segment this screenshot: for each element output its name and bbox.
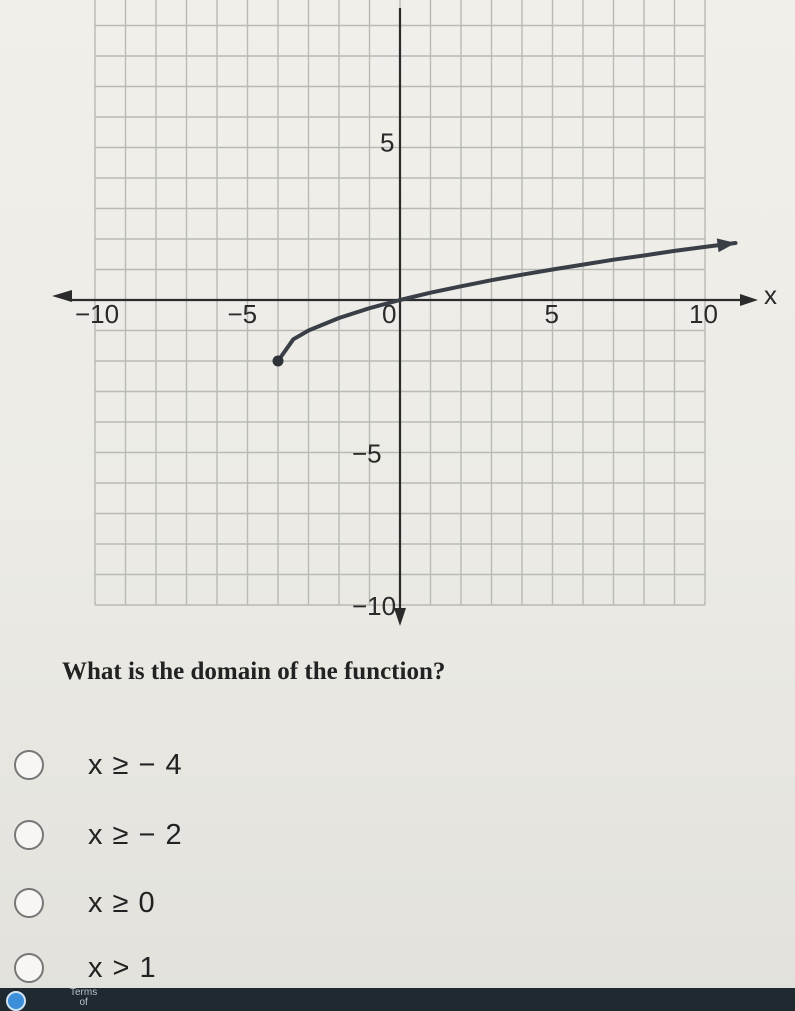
- option-label: x ≥ − 4: [88, 748, 183, 781]
- option-label: x ≥ − 2: [88, 818, 183, 851]
- option-label: x > 1: [88, 951, 157, 984]
- x-tick-label: −10: [75, 299, 120, 329]
- option-3[interactable]: [14, 883, 156, 923]
- y-tick-label: 5: [380, 127, 395, 158]
- x-axis-arrow-left: [52, 290, 72, 302]
- of-label: of: [79, 997, 88, 1008]
- curve-layer: [273, 238, 736, 366]
- question-text: What is the domain of the function?: [62, 658, 446, 685]
- radio-button[interactable]: [14, 820, 44, 850]
- x-tick-label: −5: [227, 299, 258, 329]
- terms-label: Terms: [70, 988, 98, 998]
- option-1[interactable]: [14, 745, 183, 785]
- curve-start-point: [273, 356, 284, 367]
- x-tick-label: 0: [382, 299, 397, 329]
- taskbar: [0, 988, 795, 1011]
- x-axis-name: x: [764, 280, 777, 310]
- option-label: x ≥ 0: [88, 886, 156, 919]
- axes: [52, 8, 758, 626]
- radio-button[interactable]: [14, 953, 44, 983]
- radio-button[interactable]: [14, 888, 44, 918]
- option-2[interactable]: [14, 815, 183, 855]
- terms-link[interactable]: [70, 988, 97, 1008]
- app-icon[interactable]: [6, 991, 26, 1011]
- x-tick-label: 10: [689, 299, 718, 329]
- x-axis-arrow-right: [740, 294, 758, 306]
- function-curve: [278, 243, 736, 361]
- y-tick-label: −5: [352, 438, 382, 469]
- tick-labels: [75, 128, 777, 622]
- x-tick-label: 5: [544, 299, 559, 329]
- option-4[interactable]: [14, 948, 157, 988]
- y-tick-label: −10: [352, 591, 397, 621]
- radio-button[interactable]: [14, 750, 44, 780]
